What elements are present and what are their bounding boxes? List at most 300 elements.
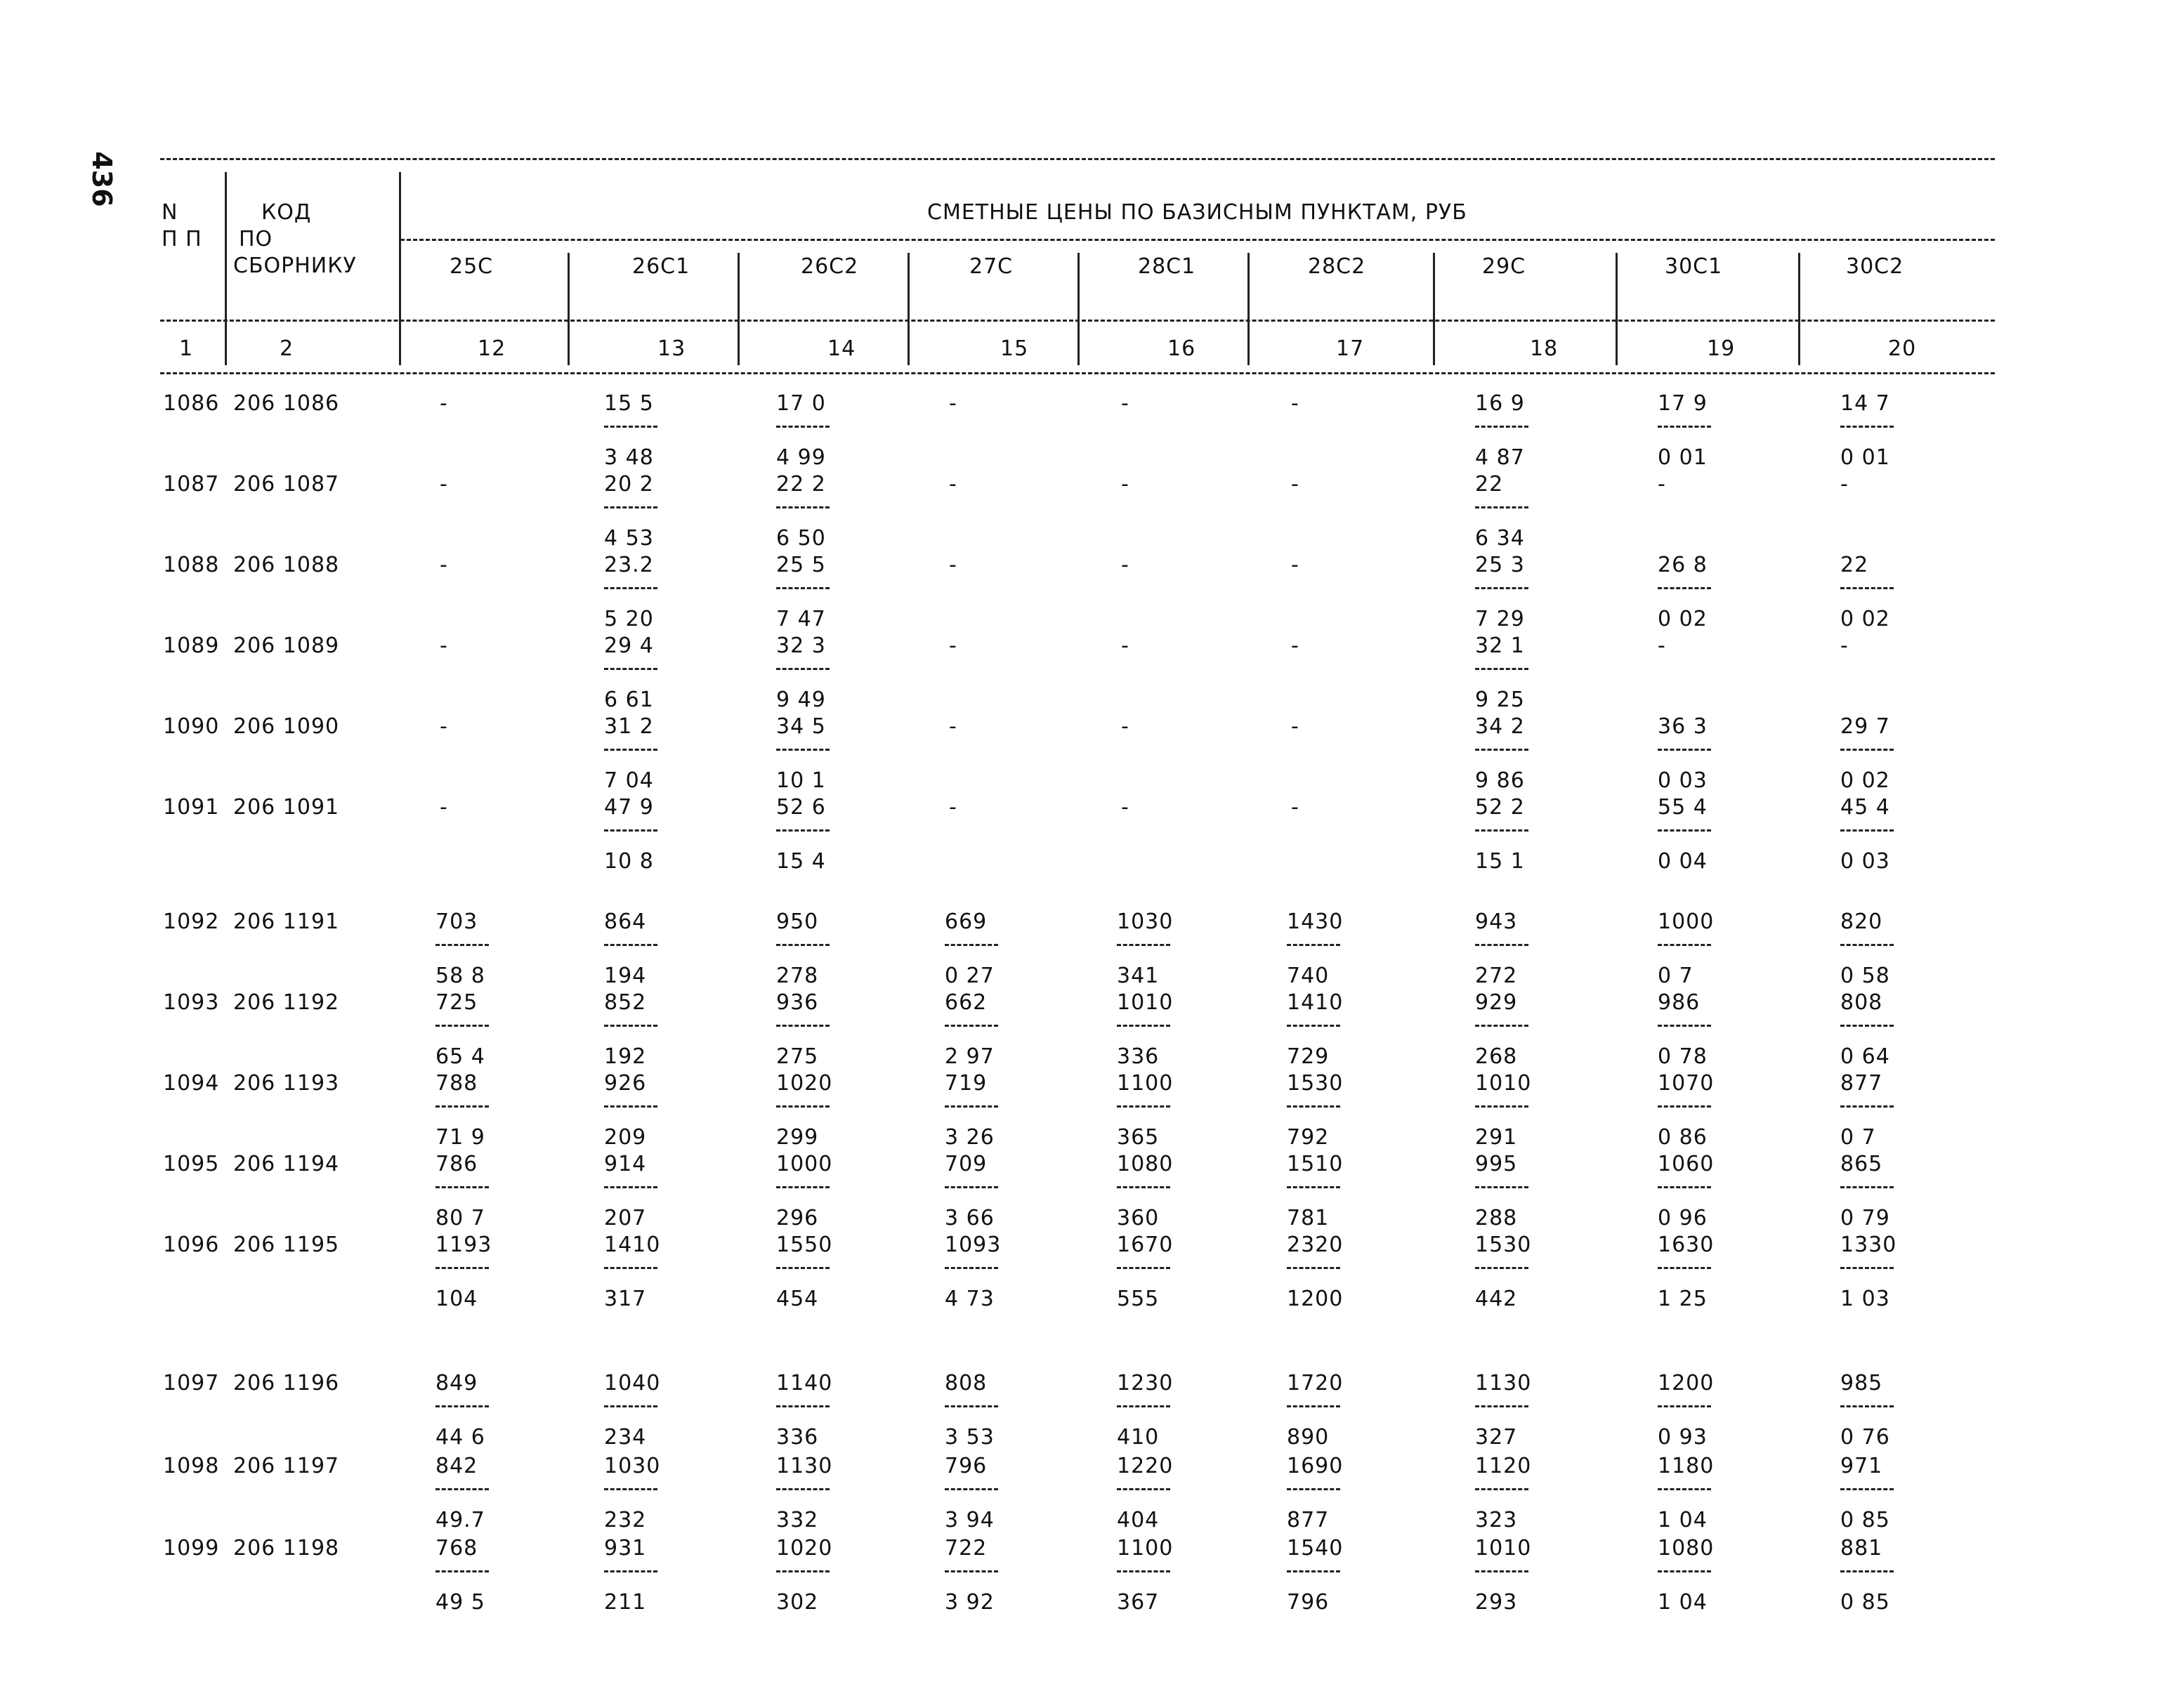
cell-denominator: 1 03 (1840, 1287, 1890, 1311)
cell-denominator: 6 34 (1475, 526, 1525, 551)
cell-numerator: 1200 (1658, 1371, 1715, 1395)
cell-denominator: 323 (1475, 1508, 1518, 1532)
cell-numerator: 55 4 (1658, 795, 1708, 820)
rule-top (160, 158, 1995, 160)
cell-denominator: 49 5 (435, 1590, 485, 1615)
fraction-bar (1287, 1570, 1340, 1572)
fraction-bar (604, 829, 657, 832)
cell-denominator: 341 (1117, 964, 1160, 988)
divider-line (1077, 253, 1080, 365)
cell-denominator: 268 (1475, 1044, 1518, 1069)
header-n-line2: П П (162, 227, 202, 251)
cell-denominator: 6 61 (604, 688, 654, 712)
cell-denominator: 4 99 (776, 445, 826, 470)
fraction-bar (1840, 1488, 1894, 1490)
cell-numerator: 936 (776, 990, 819, 1015)
cell-denominator: 10 8 (604, 849, 654, 874)
cell-numerator: 1530 (1287, 1071, 1344, 1096)
cell-numerator: 47 9 (604, 795, 654, 820)
fraction-bar (1658, 1267, 1711, 1269)
cell-denominator: 9 25 (1475, 688, 1525, 712)
fraction-bar (776, 1105, 830, 1108)
header-code-line1: КОД (261, 200, 312, 225)
cell-numerator: 1060 (1658, 1152, 1715, 1176)
cell-denominator: 58 8 (435, 964, 485, 988)
fraction-bar (776, 426, 830, 428)
cell-denominator: 211 (604, 1590, 647, 1615)
row-number: 1092 (163, 909, 220, 934)
cell-value: - (1658, 472, 1666, 497)
fraction-bar (604, 1488, 657, 1490)
fraction-bar (1840, 829, 1894, 832)
cell-denominator: 296 (776, 1206, 819, 1230)
cell-denominator: 71 9 (435, 1125, 485, 1150)
fraction-bar (435, 1025, 489, 1027)
fraction-bar (1117, 944, 1170, 946)
column-number: 14 (827, 336, 856, 361)
cell-denominator: 0 7 (1840, 1125, 1876, 1150)
cell-numerator: 26 8 (1658, 553, 1708, 577)
cell-numerator: 1130 (776, 1454, 833, 1478)
cell-denominator: 7 04 (604, 768, 654, 793)
row-number: 1098 (163, 1454, 220, 1478)
fraction-bar (1117, 1267, 1170, 1269)
cell-numerator: 926 (604, 1071, 647, 1096)
fraction-bar (1287, 1105, 1340, 1108)
cell-denominator: 336 (1117, 1044, 1160, 1069)
cell-numerator: 768 (435, 1536, 478, 1561)
cell-numerator: 1040 (604, 1371, 661, 1395)
row-number: 1089 (163, 633, 220, 658)
row-number: 1087 (163, 472, 220, 497)
fraction-bar (945, 1405, 998, 1407)
cell-numerator: 1080 (1117, 1152, 1174, 1176)
column-number: 12 (478, 336, 506, 361)
cell-denominator: 3 26 (945, 1125, 995, 1150)
cell-denominator: 740 (1287, 964, 1330, 988)
fraction-bar (776, 587, 830, 589)
cell-numerator: 1670 (1117, 1233, 1174, 1257)
fraction-bar (1475, 1025, 1528, 1027)
row-number: 1086 (163, 391, 220, 416)
cell-denominator: 15 4 (776, 849, 826, 874)
cell-denominator: 7 29 (1475, 607, 1525, 631)
cell-denominator: 9 49 (776, 688, 826, 712)
column-number: 17 (1336, 336, 1365, 361)
row-number: 1094 (163, 1071, 220, 1096)
cell-numerator: 995 (1475, 1152, 1518, 1176)
empty-dash: - (440, 391, 448, 416)
divider-line (738, 253, 740, 365)
cell-denominator: 1 04 (1658, 1508, 1708, 1532)
cell-denominator: 890 (1287, 1425, 1330, 1450)
cell-denominator: 0 86 (1658, 1125, 1708, 1150)
cell-denominator: 15 1 (1475, 849, 1525, 874)
divider-line (1616, 253, 1618, 365)
cell-denominator: 365 (1117, 1125, 1160, 1150)
fraction-bar (1287, 1025, 1340, 1027)
empty-dash: - (949, 795, 957, 820)
cell-numerator: 725 (435, 990, 478, 1015)
cell-denominator: 3 66 (945, 1206, 995, 1230)
divider-line (1798, 253, 1800, 365)
empty-dash: - (440, 472, 448, 497)
cell-numerator: 1550 (776, 1233, 833, 1257)
cell-numerator: 796 (945, 1454, 988, 1478)
cell-denominator: 0 85 (1840, 1590, 1890, 1615)
cell-denominator: 3 94 (945, 1508, 995, 1532)
cell-denominator: 80 7 (435, 1206, 485, 1230)
cell-numerator: 1100 (1117, 1536, 1174, 1561)
empty-dash: - (1121, 472, 1129, 497)
cell-numerator: 865 (1840, 1152, 1883, 1176)
fraction-bar (1658, 1405, 1711, 1407)
fraction-bar (1475, 587, 1528, 589)
empty-dash: - (1121, 795, 1129, 820)
cell-numerator: 864 (604, 909, 647, 934)
cell-denominator: 360 (1117, 1206, 1160, 1230)
fraction-bar (1658, 749, 1711, 751)
cell-numerator: 16 9 (1475, 391, 1525, 416)
fraction-bar (604, 1267, 657, 1269)
empty-dash: - (1121, 633, 1129, 658)
cell-numerator: 1010 (1475, 1071, 1532, 1096)
cell-numerator: 1540 (1287, 1536, 1344, 1561)
fraction-bar (945, 1186, 998, 1188)
fraction-bar (1475, 829, 1528, 832)
fraction-bar (604, 1025, 657, 1027)
empty-dash: - (1291, 714, 1299, 739)
cell-denominator: 232 (604, 1508, 647, 1532)
fraction-bar (1117, 1488, 1170, 1490)
cell-numerator: 985 (1840, 1371, 1883, 1395)
fraction-bar (1287, 1488, 1340, 1490)
row-code: 206 1089 (233, 633, 340, 658)
header-n-line1: N (162, 200, 178, 225)
fraction-bar (1117, 1186, 1170, 1188)
fraction-bar (1475, 1267, 1528, 1269)
cell-numerator: 52 6 (776, 795, 826, 820)
fraction-bar (1475, 506, 1528, 508)
cell-denominator: 209 (604, 1125, 647, 1150)
cell-denominator: 0 02 (1840, 768, 1890, 793)
fraction-bar (1840, 1570, 1894, 1572)
cell-numerator: 1130 (1475, 1371, 1532, 1395)
column-number: 2 (280, 336, 294, 361)
cell-denominator: 4 73 (945, 1287, 995, 1311)
cell-denominator: 0 27 (945, 964, 995, 988)
column-number: 16 (1167, 336, 1196, 361)
row-number: 1093 (163, 990, 220, 1015)
cell-numerator: 669 (945, 909, 988, 934)
cell-denominator: 327 (1475, 1425, 1518, 1450)
fraction-bar (1475, 944, 1528, 946)
row-number: 1090 (163, 714, 220, 739)
cell-numerator: 31 2 (604, 714, 654, 739)
cell-denominator: 10 1 (776, 768, 826, 793)
cell-denominator: 336 (776, 1425, 819, 1450)
cell-numerator: 23.2 (604, 553, 654, 577)
fraction-bar (1475, 1186, 1528, 1188)
header-code-line3: СБОРНИКУ (233, 254, 357, 278)
divider-line (225, 172, 227, 365)
fraction-bar (1658, 829, 1711, 832)
cell-numerator: 788 (435, 1071, 478, 1096)
fraction-bar (1117, 1570, 1170, 1572)
cell-numerator: 52 2 (1475, 795, 1525, 820)
fraction-bar (1117, 1105, 1170, 1108)
column-number: 20 (1888, 336, 1917, 361)
cell-denominator: 0 96 (1658, 1206, 1708, 1230)
fraction-bar (435, 944, 489, 946)
cell-numerator: 808 (1840, 990, 1883, 1015)
page-number: 436 (86, 151, 117, 207)
fraction-bar (776, 829, 830, 832)
cell-numerator: 1000 (776, 1152, 833, 1176)
cell-numerator: 1180 (1658, 1454, 1715, 1478)
header-group-title: СМЕТНЫЕ ЦЕНЫ ПО БАЗИСНЫМ ПУНКТАМ, РУБ (927, 200, 1467, 225)
cell-numerator: 1030 (604, 1454, 661, 1478)
cell-numerator: 852 (604, 990, 647, 1015)
fraction-bar (945, 1570, 998, 1572)
cell-denominator: 0 93 (1658, 1425, 1708, 1450)
cell-numerator: 17 0 (776, 391, 826, 416)
cell-denominator: 272 (1475, 964, 1518, 988)
fraction-bar (435, 1488, 489, 1490)
cell-denominator: 796 (1287, 1590, 1330, 1615)
fraction-bar (945, 1488, 998, 1490)
cell-denominator: 275 (776, 1044, 819, 1069)
cell-numerator: 22 (1840, 553, 1869, 577)
cell-numerator: 842 (435, 1454, 478, 1478)
cell-numerator: 17 9 (1658, 391, 1708, 416)
column-header: 28С1 (1138, 254, 1196, 279)
fraction-bar (604, 1570, 657, 1572)
fraction-bar (1117, 1025, 1170, 1027)
fraction-bar (604, 749, 657, 751)
fraction-bar (776, 1186, 830, 1188)
fraction-bar (435, 1186, 489, 1188)
cell-numerator: 1070 (1658, 1071, 1715, 1096)
cell-numerator: 1630 (1658, 1233, 1715, 1257)
fraction-bar (776, 1570, 830, 1572)
column-header: 27С (969, 254, 1014, 279)
cell-denominator: 293 (1475, 1590, 1518, 1615)
empty-dash: - (1291, 553, 1299, 577)
row-code: 206 1091 (233, 795, 340, 820)
empty-dash: - (949, 714, 957, 739)
fraction-bar (776, 1488, 830, 1490)
cell-numerator: 1230 (1117, 1371, 1174, 1395)
column-number: 1 (179, 336, 194, 361)
cell-denominator: 302 (776, 1590, 819, 1615)
fraction-bar (604, 944, 657, 946)
cell-numerator: 1510 (1287, 1152, 1344, 1176)
fraction-bar (604, 426, 657, 428)
cell-numerator: 22 (1475, 472, 1504, 497)
cell-numerator: 950 (776, 909, 819, 934)
cell-numerator: 1330 (1840, 1233, 1897, 1257)
cell-denominator: 5 20 (604, 607, 654, 631)
cell-numerator: 34 2 (1475, 714, 1525, 739)
cell-numerator: 722 (945, 1536, 988, 1561)
fraction-bar (1475, 1570, 1528, 1572)
cell-numerator: 34 5 (776, 714, 826, 739)
cell-numerator: 36 3 (1658, 714, 1708, 739)
cell-numerator: 849 (435, 1371, 478, 1395)
fraction-bar (1840, 749, 1894, 751)
fraction-bar (1475, 426, 1528, 428)
cell-numerator: 1080 (1658, 1536, 1715, 1561)
cell-numerator: 29 7 (1840, 714, 1890, 739)
fraction-bar (1658, 426, 1711, 428)
cell-numerator: 709 (945, 1152, 988, 1176)
column-number: 19 (1707, 336, 1736, 361)
cell-numerator: 1720 (1287, 1371, 1344, 1395)
cell-value: - (1658, 633, 1666, 658)
cell-numerator: 32 3 (776, 633, 826, 658)
column-header: 26С2 (801, 254, 859, 279)
cell-numerator: 32 1 (1475, 633, 1525, 658)
cell-denominator: 877 (1287, 1508, 1330, 1532)
column-header: 28С2 (1308, 254, 1366, 279)
fraction-bar (604, 668, 657, 670)
empty-dash: - (440, 553, 448, 577)
cell-numerator: 22 2 (776, 472, 826, 497)
empty-dash: - (1121, 391, 1129, 416)
cell-denominator: 0 64 (1840, 1044, 1890, 1069)
cell-denominator: 278 (776, 964, 819, 988)
cell-denominator: 104 (435, 1287, 478, 1311)
cell-denominator: 3 53 (945, 1425, 995, 1450)
cell-numerator: 1030 (1117, 909, 1174, 934)
cell-numerator: 1220 (1117, 1454, 1174, 1478)
fraction-bar (776, 944, 830, 946)
cell-numerator: 1020 (776, 1071, 833, 1096)
cell-denominator: 288 (1475, 1206, 1518, 1230)
cell-numerator: 786 (435, 1152, 478, 1176)
fraction-bar (604, 506, 657, 508)
fraction-bar (776, 1267, 830, 1269)
empty-dash: - (949, 472, 957, 497)
cell-denominator: 317 (604, 1287, 647, 1311)
cell-numerator: 971 (1840, 1454, 1883, 1478)
fraction-bar (604, 587, 657, 589)
cell-denominator: 0 02 (1658, 607, 1708, 631)
cell-denominator: 0 01 (1658, 445, 1708, 470)
rule-under-nums (160, 372, 1995, 374)
row-number: 1091 (163, 795, 220, 820)
empty-dash: - (1291, 472, 1299, 497)
cell-denominator: 1200 (1287, 1287, 1344, 1311)
cell-denominator: 299 (776, 1125, 819, 1150)
cell-numerator: 1120 (1475, 1454, 1532, 1478)
cell-denominator: 367 (1117, 1590, 1160, 1615)
cell-denominator: 1 04 (1658, 1590, 1708, 1615)
row-number: 1097 (163, 1371, 220, 1395)
empty-dash: - (949, 553, 957, 577)
fraction-bar (1475, 1105, 1528, 1108)
row-code: 206 1088 (233, 553, 340, 577)
empty-dash: - (1121, 553, 1129, 577)
empty-dash: - (1121, 714, 1129, 739)
cell-denominator: 194 (604, 964, 647, 988)
fraction-bar (1475, 1405, 1528, 1407)
fraction-bar (1840, 1105, 1894, 1108)
fraction-bar (1475, 1488, 1528, 1490)
fraction-bar (1658, 1105, 1711, 1108)
fraction-bar (776, 749, 830, 751)
fraction-bar (1840, 1186, 1894, 1188)
cell-denominator: 4 87 (1475, 445, 1525, 470)
fraction-bar (945, 1267, 998, 1269)
cell-numerator: 1410 (1287, 990, 1344, 1015)
row-code: 206 1198 (233, 1536, 340, 1561)
cell-denominator: 0 58 (1840, 964, 1890, 988)
fraction-bar (1840, 1267, 1894, 1269)
cell-numerator: 1000 (1658, 909, 1715, 934)
cell-denominator: 4 53 (604, 526, 654, 551)
fraction-bar (435, 1105, 489, 1108)
header-code-line2: ПО (239, 227, 273, 251)
cell-numerator: 2320 (1287, 1233, 1344, 1257)
cell-denominator: 234 (604, 1425, 647, 1450)
cell-denominator: 0 01 (1840, 445, 1890, 470)
fraction-bar (1658, 1570, 1711, 1572)
cell-denominator: 1 25 (1658, 1287, 1708, 1311)
fraction-bar (776, 506, 830, 508)
cell-denominator: 192 (604, 1044, 647, 1069)
row-code: 206 1197 (233, 1454, 340, 1478)
cell-numerator: 1530 (1475, 1233, 1532, 1257)
cell-numerator: 45 4 (1840, 795, 1890, 820)
fraction-bar (1840, 944, 1894, 946)
cell-denominator: 0 78 (1658, 1044, 1708, 1069)
cell-denominator: 3 92 (945, 1590, 995, 1615)
row-number: 1095 (163, 1152, 220, 1176)
row-code: 206 1193 (233, 1071, 340, 1096)
cell-numerator: 914 (604, 1152, 647, 1176)
empty-dash: - (440, 714, 448, 739)
row-code: 206 1090 (233, 714, 340, 739)
cell-numerator: 1690 (1287, 1454, 1344, 1478)
divider-line (908, 253, 910, 365)
fraction-bar (1840, 426, 1894, 428)
cell-numerator: 881 (1840, 1536, 1883, 1561)
fraction-bar (435, 1570, 489, 1572)
cell-numerator: 29 4 (604, 633, 654, 658)
cell-denominator: 6 50 (776, 526, 826, 551)
row-code: 206 1195 (233, 1233, 340, 1257)
column-header: 29С (1482, 254, 1526, 279)
cell-numerator: 808 (945, 1371, 988, 1395)
cell-denominator: 207 (604, 1206, 647, 1230)
row-code: 206 1191 (233, 909, 340, 934)
cell-denominator: 792 (1287, 1125, 1330, 1150)
cell-denominator: 555 (1117, 1287, 1160, 1311)
cell-denominator: 0 03 (1658, 768, 1708, 793)
cell-denominator: 7 47 (776, 607, 826, 631)
empty-dash: - (949, 633, 957, 658)
fraction-bar (604, 1405, 657, 1407)
cell-denominator: 0 85 (1840, 1508, 1890, 1532)
cell-denominator: 410 (1117, 1425, 1160, 1450)
column-number: 15 (1000, 336, 1029, 361)
empty-dash: - (1291, 795, 1299, 820)
cell-denominator: 49.7 (435, 1508, 485, 1532)
divider-line (1433, 253, 1435, 365)
fraction-bar (776, 1405, 830, 1407)
